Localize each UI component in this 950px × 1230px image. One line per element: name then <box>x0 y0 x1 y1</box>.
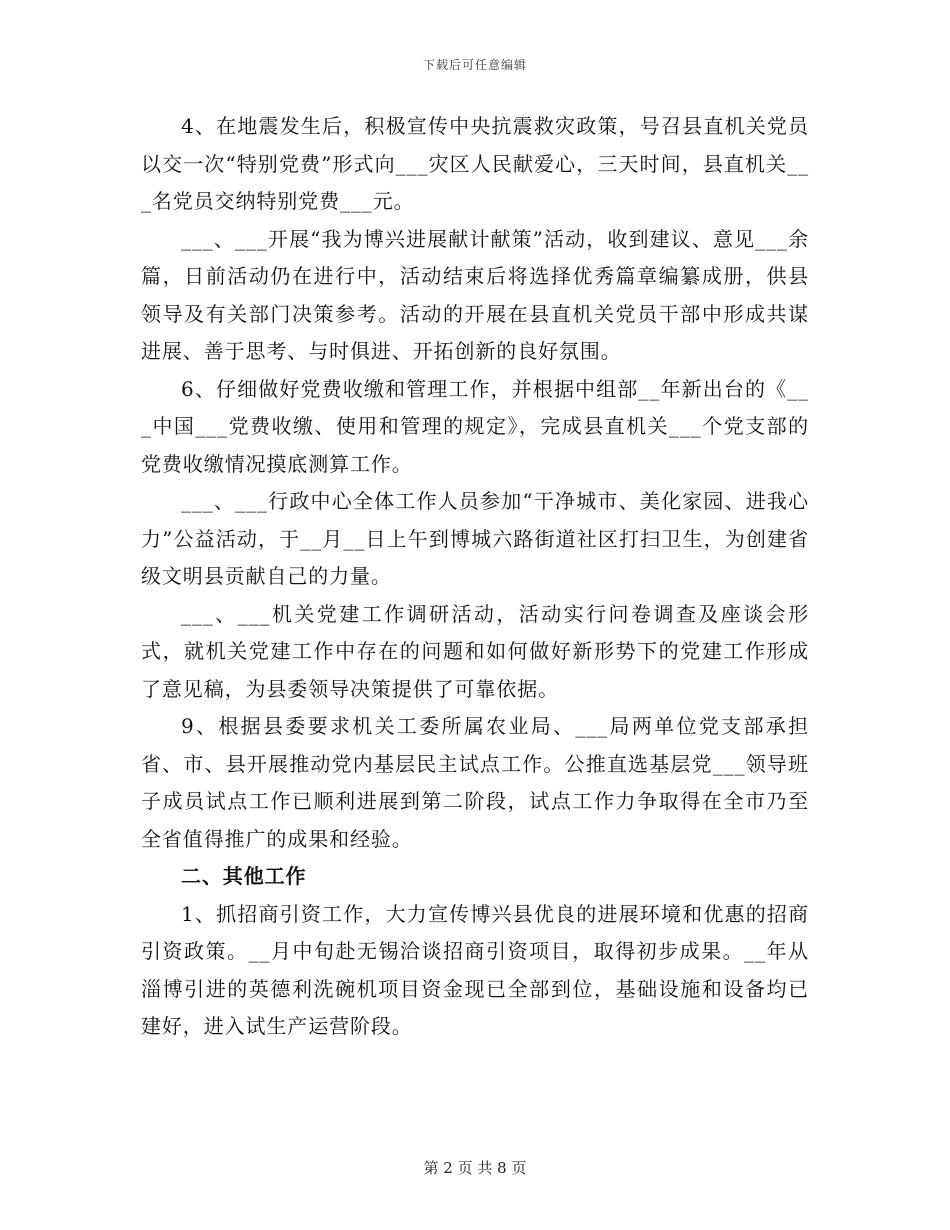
paragraph-5: ___、___开展“我为博兴进展献计献策”活动，收到建议、意见___余篇，日前活动仍在进行中，活动结束后将选择优秀篇章编纂成册，供县领导及有关部门决策参考。活动的开展在县直机关党员干部中形成共谋进展、善于思考、与时俱进、开拓创新的良好氛围。 <box>141 226 809 363</box>
paragraph-8: ___、___机关党建工作调研活动，活动实行问卷调查及座谈会形式，就机关党建工作中存在的问题和如何做好新形势下的党建工作形成了意见稿，为县委领导决策提供了可靠依据。 <box>141 601 809 701</box>
document-body <box>141 108 809 1046</box>
paragraph-7: ___、___行政中心全体工作人员参加“干净城市、美化家园、进我心力”公益活动，于__月__日上午到博城六路街道社区打扫卫生，为创建省级文明县贡献自己的力量。 <box>141 489 809 588</box>
section-paragraph-1: 1、抓招商引资工作，大力宣传博兴县优良的进展环境和优惠的招商引资政策。__月中旬赴无锡洽谈招商引资项目，取得初步成果。__年从淄博引进的英德利洗碗机项目资金现已全部到位，基础设施和设备均已建好，进入试生产运营阶段。 <box>141 901 809 1038</box>
page-number-footer: 第 2 页 共 8 页 <box>423 1159 527 1177</box>
paragraph-6: 6、仔细做好党费收缴和管理工作，并根据中组部__年新出台的《___中国___党费收缴、使用和管理的规定》，完成县直机关___个党支部的党费收缴情况摸底测算工作。 <box>141 376 809 476</box>
section-heading-other-work: 二、其他工作 <box>181 864 307 888</box>
paragraph-4: 4、在地震发生后，积极宣传中央抗震救灾政策，号召县直机关党员以交一次“特别党费”形式向___灾区人民献爱心，三天时间，县直机关___名党员交纳特别党费___元。 <box>141 114 809 213</box>
page-header-note: 下载后可任意编辑 <box>422 58 527 72</box>
paragraph-9: 9、根据县委要求机关工委所属农业局、___局两单位党支部承担省、市、县开展推动党内基层民主试点工作。公推直选基层党___领导班子成员试点工作已顺利进展到第二阶段，试点工作力争取得在全市乃至全省值得推广的成果和经验。 <box>141 714 809 851</box>
